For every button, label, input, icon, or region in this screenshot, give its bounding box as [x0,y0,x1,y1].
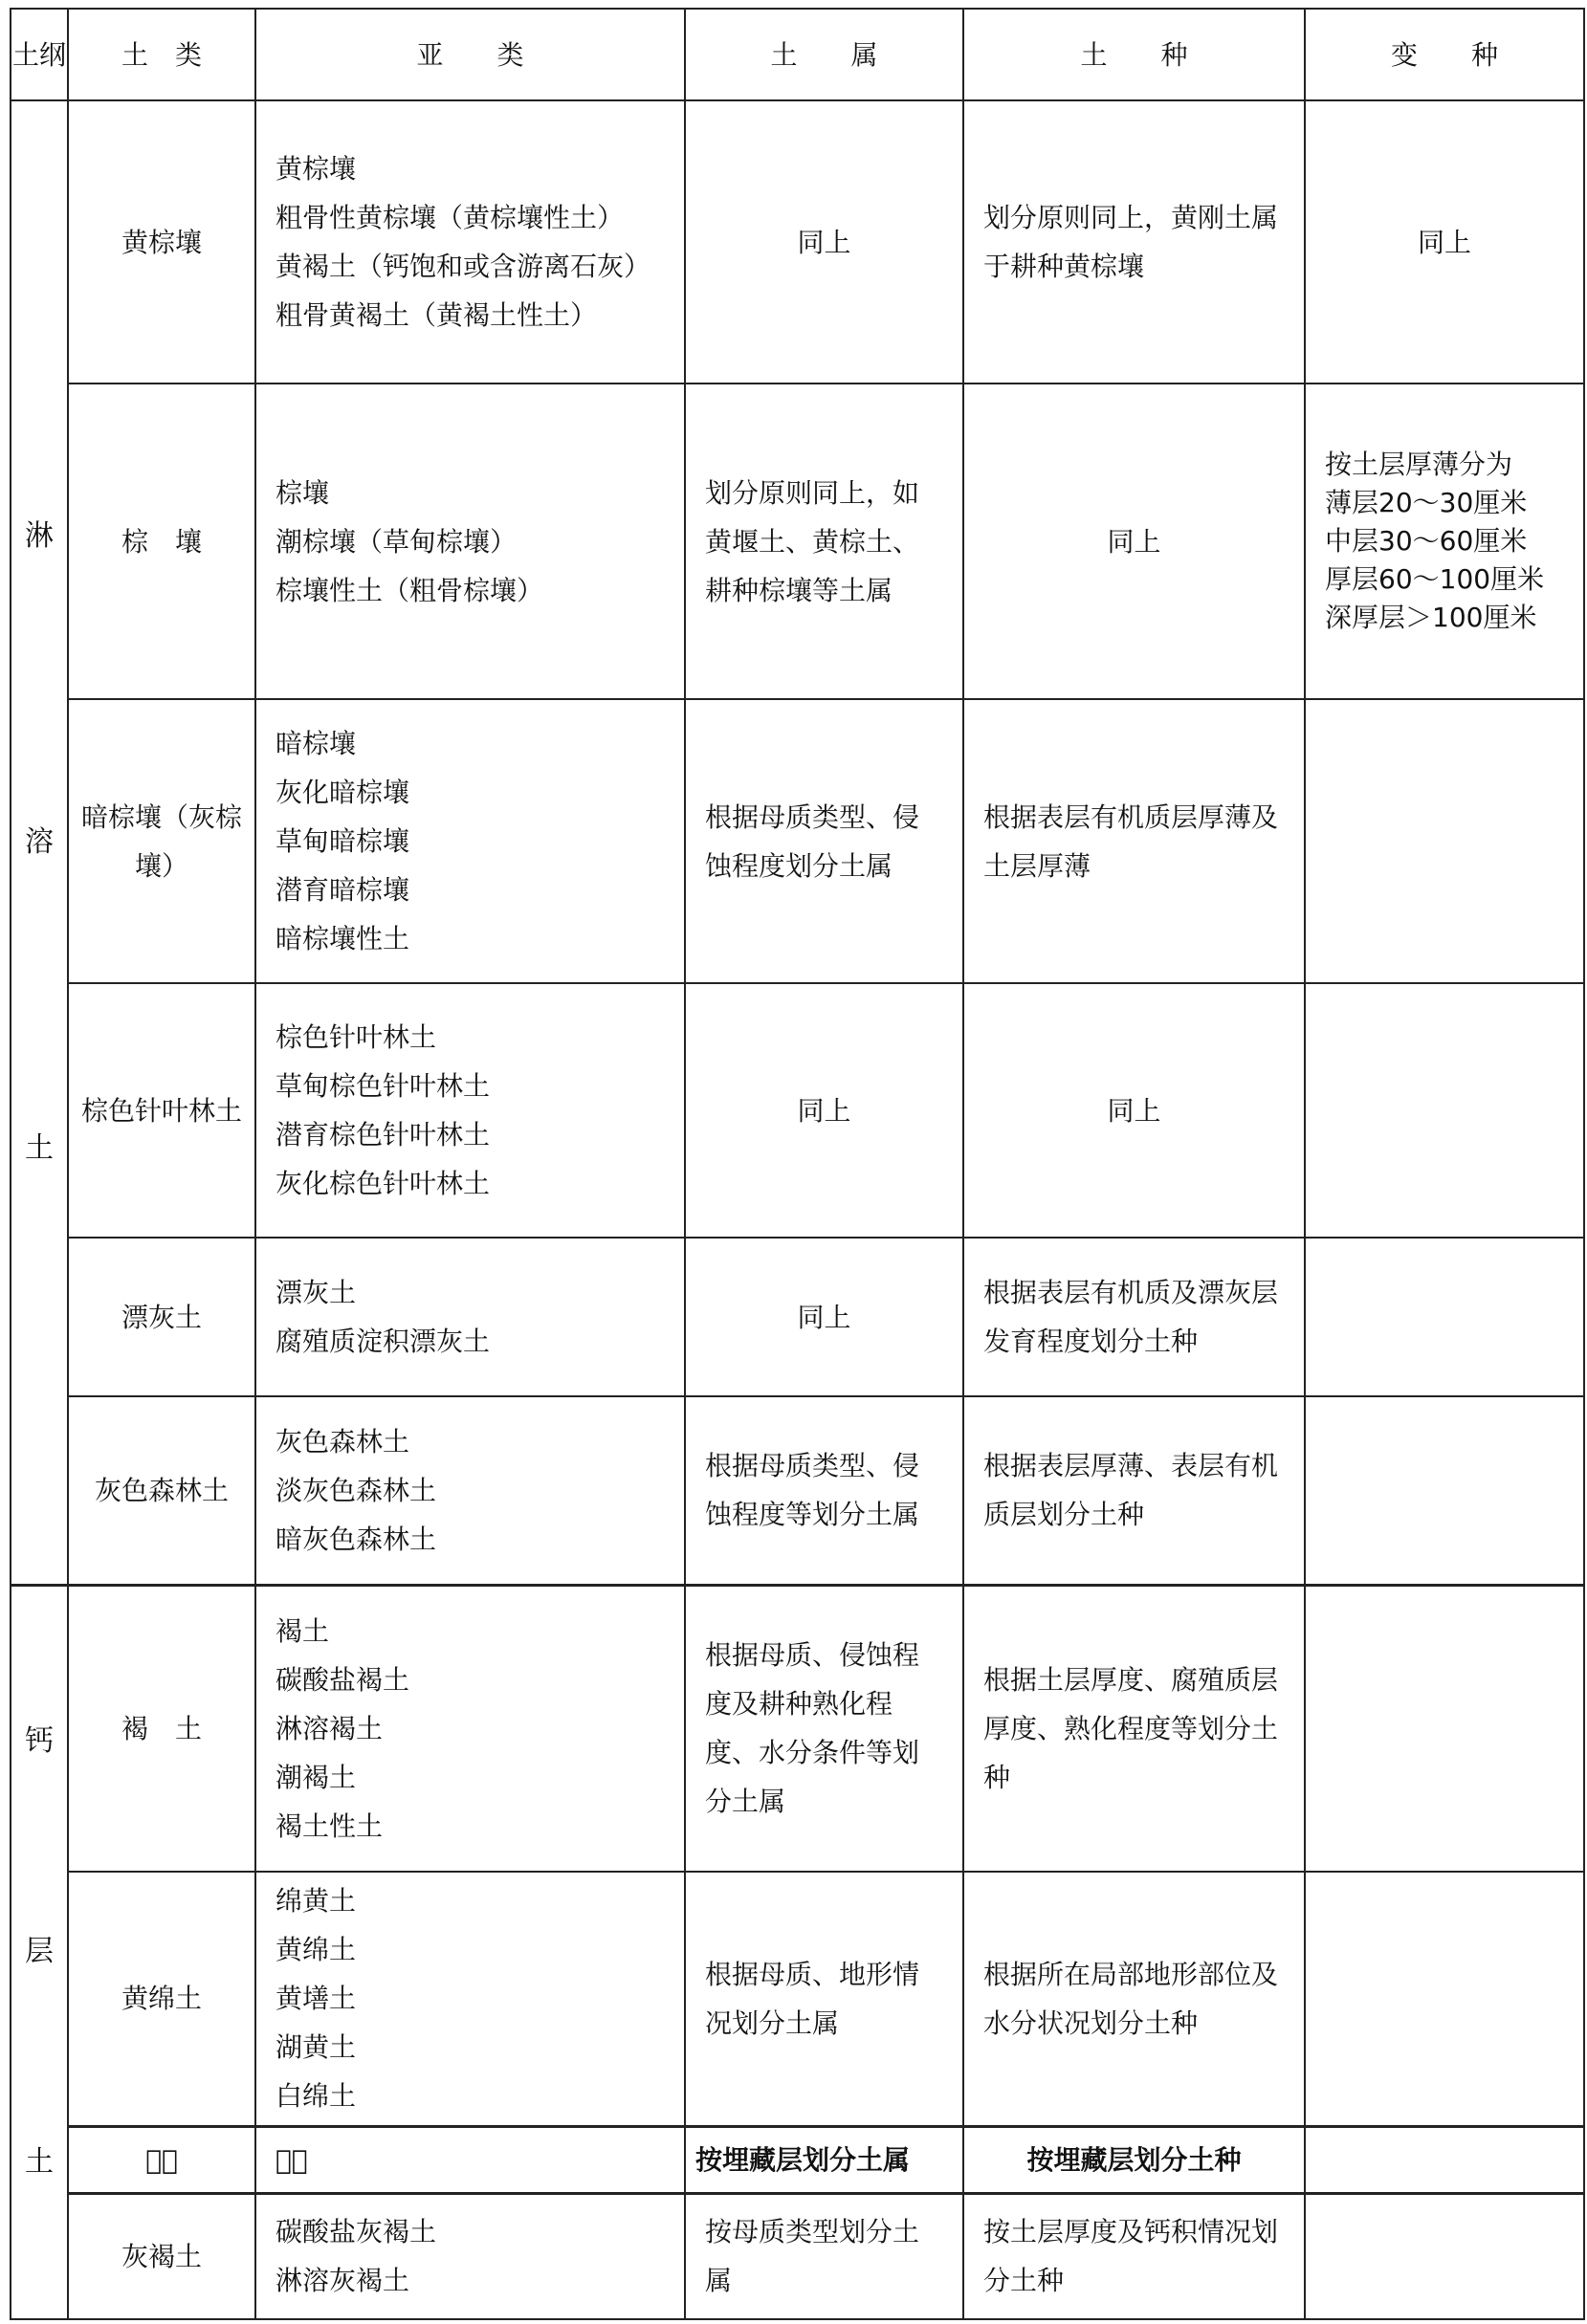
subtype-cell [255,100,685,384]
soil-order-char: 土 [25,2145,54,2180]
genus-cell: 根据母质类型、侵蚀程度等划分土属 [685,1396,963,1585]
soil-classification-table [10,8,1585,2320]
genus-cell: 根据母质、侵蚀程度及耕种熟化程度、水分条件等划分土属 [685,1585,963,1872]
genus-cell: 同上 [685,100,963,384]
table-row [11,1872,1584,2126]
species-cell: 同上 [963,384,1305,699]
subtype-cell [255,2126,685,2193]
soil-type-cell: 黄绵土 [68,1872,255,2126]
subtype-item: 碳酸盐褐土 [276,1663,410,1696]
genus-cell: 按埋藏层划分土属 [685,2126,963,2193]
variety-item: 薄层20～30厘米 [1325,487,1528,518]
species-cell: 划分原则同上，黄刚土属于耕种黄棕壤 [963,100,1305,384]
soil-order-char: 层 [25,1935,54,1969]
species-cell: 根据表层有机质层厚薄及土层厚薄 [963,699,1305,983]
variety-cell [1305,1396,1584,1585]
subtype-item: 绵黄土 [276,1885,357,1918]
variety-cell [1305,699,1584,983]
header-genus: 土 属 [685,9,963,100]
soil-order-char: 淋 [25,518,54,553]
table-row [11,1238,1584,1396]
subtype-cell [255,1585,685,1872]
subtype-item: 潮棕壤（草甸棕壤） [276,525,518,558]
species-cell: 同上 [963,983,1305,1238]
variety-cell [1305,1872,1584,2126]
variety-cell [1305,2193,1584,2319]
soil-type-cell: 棕 壤 [68,384,255,699]
table-row [11,983,1584,1238]
subtype-cell [255,983,685,1238]
soil-type-cell: 𪤚土 [68,2126,255,2193]
soil-order-cell [11,100,68,1585]
variety-cell: 同上 [1305,100,1584,384]
subtype-cell [255,1396,685,1585]
subtype-item: 黄墡土 [276,1983,357,2015]
subtype-item: 淋溶灰褐土 [276,2265,410,2297]
species-cell: 按埋藏层划分土种 [963,2126,1305,2193]
subtype-cell [255,1872,685,2126]
species-cell: 根据土层厚度、腐殖质层厚度、熟化程度等划分土种 [963,1585,1305,1872]
subtype-item: 湖黄土 [276,2031,357,2064]
subtype-item: 粗骨黄褐土（黄褐土性土） [276,299,598,331]
subtype-item: 灰色森林土 [276,1425,410,1458]
subtype-item: 白绵土 [276,2080,357,2113]
variety-cell [1305,1585,1584,1872]
soil-type-cell: 灰褐土 [68,2193,255,2319]
header-row [11,9,1584,100]
variety-item: 中层30～60厘米 [1325,525,1528,557]
variety-cell [1305,983,1584,1238]
subtype-item: 淡灰色森林土 [276,1474,437,1506]
subtype-item: 潜育棕色针叶林土 [276,1119,491,1151]
soil-classification-table-page [10,8,1583,2318]
soil-order-char: 土 [25,1130,54,1165]
table-row [11,699,1584,983]
species-cell: 根据表层厚薄、表层有机质层划分土种 [963,1396,1305,1585]
genus-cell: 同上 [685,1238,963,1396]
subtype-item: 黄棕壤 [276,153,357,185]
subtype-cell [255,384,685,699]
subtype-item: 腐殖质淀积漂灰土 [276,1326,491,1357]
genus-cell: 划分原则同上，如黄堰土、黄棕土、耕种棕壤等土属 [685,384,963,699]
variety-cell [1305,2126,1584,2193]
soil-type-cell: 褐 土 [68,1585,255,1872]
genus-cell: 按母质类型划分土属 [685,2193,963,2319]
subtype-item: 黄褐土（钙饱和或含游离石灰） [276,251,651,282]
subtype-item: 灰化棕色针叶林土 [276,1168,491,1199]
soil-order-cell [11,1585,68,2319]
subtype-item: 黄绵土 [276,1934,357,1966]
soil-type-cell: 漂灰土 [68,1238,255,1396]
table-row [11,2126,1584,2193]
subtype-item: 棕壤 [276,476,330,509]
subtype-item: 潮褐土 [276,1761,357,1793]
table-row [11,100,1584,384]
genus-cell: 同上 [685,983,963,1238]
table-row [11,384,1584,699]
soil-type-cell: 暗棕壤（灰棕壤） [68,699,255,983]
genus-cell: 根据母质、地形情况划分土属 [685,1872,963,2126]
subtype-item: 暗灰色森林土 [276,1523,437,1555]
subtype-item: 漂灰土 [276,1277,357,1308]
subtype-item: 褐土 [276,1614,330,1647]
subtype-cell [255,1238,685,1396]
subtype-item: 棕色针叶林土 [276,1021,437,1053]
header-soil-order: 土纲 [11,9,68,100]
genus-cell: 根据母质类型、侵蚀程度划分土属 [685,699,963,983]
soil-order-char: 溶 [25,824,54,859]
subtype-item: 𪤚土 [276,2143,308,2176]
subtype-item: 淋溶褐土 [276,1712,384,1744]
variety-cell [1305,1238,1584,1396]
table-row [11,1585,1584,1872]
subtype-item: 草甸棕色针叶林土 [276,1070,491,1102]
subtype-item: 潜育暗棕壤 [276,874,410,906]
subtype-item: 暗棕壤性土 [276,923,410,954]
header-variety: 变 种 [1305,9,1584,100]
subtype-cell [255,2193,685,2319]
soil-type-cell: 棕色针叶林土 [68,983,255,1238]
species-cell: 根据表层有机质及漂灰层发育程度划分土种 [963,1238,1305,1396]
subtype-item: 草甸暗棕壤 [276,825,410,857]
subtype-item: 碳酸盐灰褐土 [276,2216,437,2248]
table-row [11,1396,1584,1585]
subtype-item: 褐土性土 [276,1809,384,1842]
soil-type-cell: 灰色森林土 [68,1396,255,1585]
variety-item: 按土层厚薄分为 [1325,449,1513,480]
subtype-item: 灰化暗棕壤 [276,777,410,808]
soil-type-cell: 黄棕壤 [68,100,255,384]
header-species: 土 种 [963,9,1305,100]
table-row [11,2193,1584,2319]
subtype-cell [255,699,685,983]
subtype-item: 棕壤性土（粗骨棕壤） [276,574,544,606]
species-cell: 按土层厚度及钙积情况划分土种 [963,2193,1305,2319]
subtype-item: 暗棕壤 [276,728,357,759]
variety-cell [1305,384,1584,699]
soil-order-char: 钙 [25,1724,54,1759]
header-subtype: 亚 类 [255,9,685,100]
subtype-item: 粗骨性黄棕壤（黄棕壤性土） [276,202,625,233]
header-soil-type: 土 类 [68,9,255,100]
species-cell: 根据所在局部地形部位及水分状况划分土种 [963,1872,1305,2126]
variety-item: 深厚层＞100厘米 [1325,602,1537,633]
variety-item: 厚层60～100厘米 [1325,563,1545,595]
